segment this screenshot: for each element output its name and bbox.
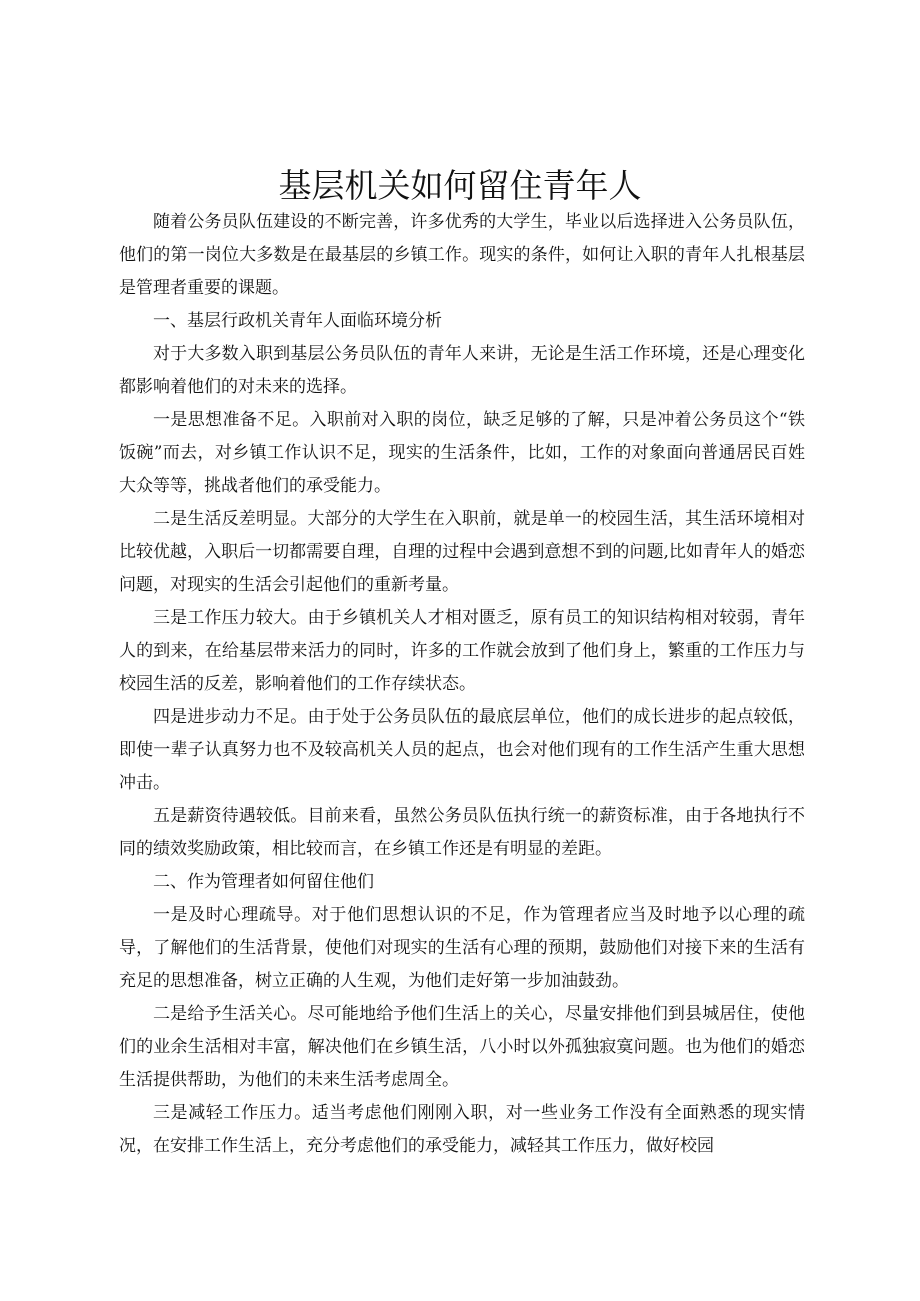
paragraph: 二是给予生活关心。尽可能地给予他们生活上的关心，尽量安排他们到县城居住，使他们的业余生活相对丰富，解决他们在乡镇生活，八小时以外孤独寂寞问题。也为他们的婚恋生活提供帮助，为他们的未来生活考虑周全。 <box>119 1004 805 1090</box>
paragraph: 五是薪资待遇较低。目前来看，虽然公务员队伍执行统一的薪资标准，由于各地执行不同的绩效奖励政策，相比较而言，在乡镇工作还是有明显的差距。 <box>119 806 805 859</box>
paragraph: 一是及时心理疏导。对于他们思想认识的不足，作为管理者应当及时地予以心理的疏导，了解他们的生活背景，使他们对现实的生活有心理的预期，鼓励他们对接下来的生活有充足的思想准备，树立正确的人生观，为他们走好第一步加油鼓劲。 <box>119 905 805 991</box>
paragraph: 二是生活反差明显。大部分的大学生在入职前，就是单一的校园生活，其生活环境相对比较优越，入职后一切都需要自理，自理的过程中会遇到意想不到的问题,比如青年人的婚恋问题，对现实的生活会引起他们的重新考量。 <box>119 509 805 595</box>
paragraph: 对于大多数入职到基层公务员队伍的青年人来讲，无论是生活工作环境，还是心理变化都影响着他们的对未来的选择。 <box>119 344 805 397</box>
paragraph: 一是思想准备不足。入职前对入职的岗位，缺乏足够的了解，只是冲着公务员这个“铁饭碗”而去，对乡镇工作认识不足，现实的生活条件，比如，工作的对象面向普通居民百姓大众等等，挑战者他们的承受能力。 <box>119 410 805 496</box>
paragraph: 四是进步动力不足。由于处于公务员队伍的最底层单位，他们的成长进步的起点较低，即使一辈子认真努力也不及较高机关人员的起点，也会对他们现有的工作生活产生重大思想冲击。 <box>119 707 805 793</box>
document-body <box>119 206 805 1163</box>
section-heading-2: 二、作为管理者如何留住他们 <box>153 872 374 892</box>
paragraph-intro: 随着公务员队伍建设的不断完善，许多优秀的大学生，毕业以后选择进入公务员队伍，他们的第一岗位大多数是在最基层的乡镇工作。现实的条件，如何让入职的青年人扎根基层是管理者重要的课题。 <box>119 212 805 298</box>
document-title: 基层机关如何留住青年人 <box>278 166 642 205</box>
paragraph: 三是减轻工作压力。适当考虑他们刚刚入职，对一些业务工作没有全面熟悉的现实情况，在安排工作生活上，充分考虑他们的承受能力，减轻其工作压力，做好校园 <box>119 1103 805 1156</box>
section-heading-1: 一、基层行政机关青年人面临环境分析 <box>153 311 442 331</box>
paragraph: 三是工作压力较大。由于乡镇机关人才相对匮乏，原有员工的知识结构相对较弱，青年人的到来，在给基层带来活力的同时，许多的工作就会放到了他们身上，繁重的工作压力与校园生活的反差，影响着他们的工作存续状态。 <box>119 608 805 694</box>
